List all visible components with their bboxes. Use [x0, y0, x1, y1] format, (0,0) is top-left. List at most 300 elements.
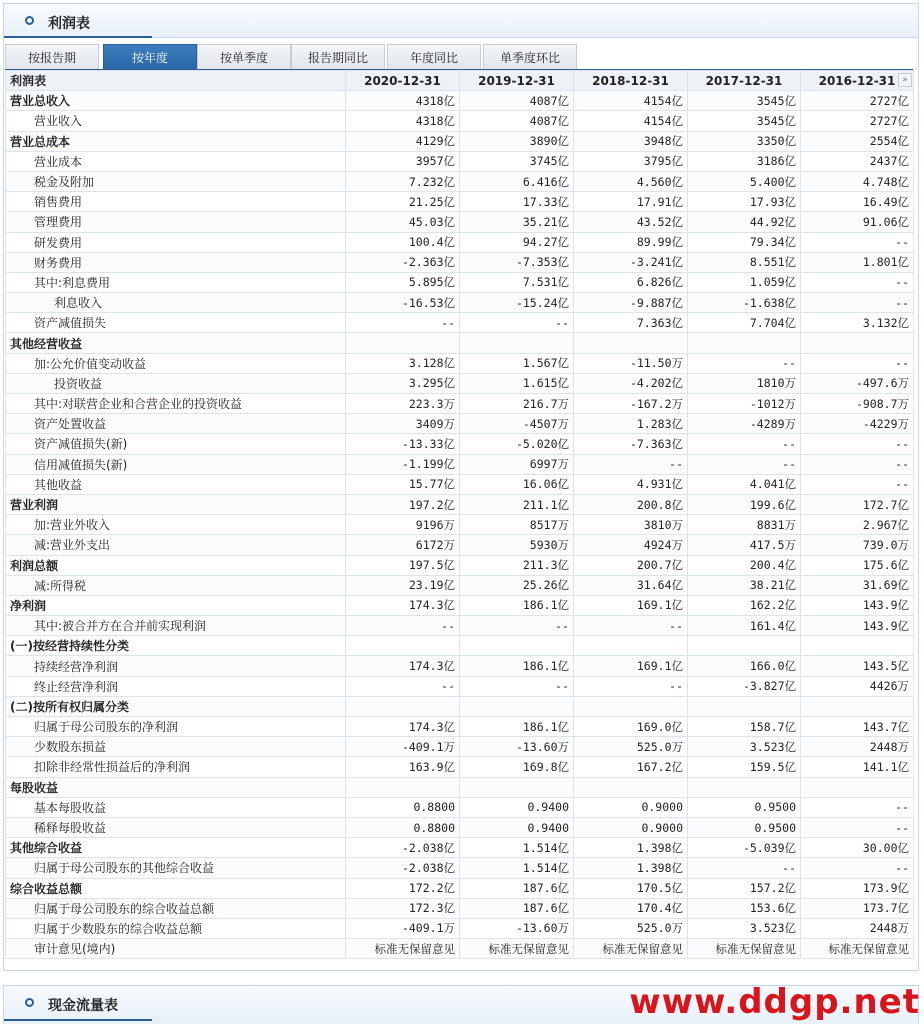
table-row — [6, 293, 914, 313]
table-row — [6, 878, 914, 898]
row-label: (一)按经营持续性分类 — [6, 636, 346, 656]
table-row — [6, 757, 914, 777]
row-value: 3957亿 — [346, 151, 460, 171]
row-value: -9.887亿 — [574, 293, 688, 313]
row-value: 标准无保留意见 — [688, 939, 801, 959]
row-value: 4.560亿 — [574, 171, 688, 191]
row-value: 1810万 — [688, 373, 801, 393]
table-row — [6, 272, 914, 292]
row-label: 归属于母公司股东的综合收益总额 — [6, 898, 346, 918]
row-value: 3.128亿 — [346, 353, 460, 373]
row-value: 79.34亿 — [688, 232, 801, 252]
row-value — [460, 777, 574, 797]
row-value: 6172万 — [346, 535, 460, 555]
table-row — [6, 616, 914, 636]
row-value — [801, 696, 914, 716]
row-value: 0.9000 — [574, 797, 688, 817]
row-value: 16.49亿 — [801, 192, 914, 212]
row-label: 资产减值损失 — [6, 313, 346, 333]
table-row — [6, 434, 914, 454]
row-value: 21.25亿 — [346, 192, 460, 212]
row-value: 200.7亿 — [574, 555, 688, 575]
row-value — [346, 636, 460, 656]
row-label: 其他经营收益 — [6, 333, 346, 353]
tab-annual-yoy[interactable]: 年度同比 — [387, 44, 481, 70]
row-label: 净利润 — [6, 595, 346, 615]
row-value: 525.0万 — [574, 737, 688, 757]
table-row — [6, 797, 914, 817]
row-value: 3795亿 — [574, 151, 688, 171]
row-label: 减:营业外支出 — [6, 535, 346, 555]
row-value — [346, 333, 460, 353]
row-value: 6.826亿 — [574, 272, 688, 292]
row-value — [801, 777, 914, 797]
row-value: 标准无保留意见 — [801, 939, 914, 959]
row-label: 其中:对联营企业和合营企业的投资收益 — [6, 394, 346, 414]
table-row — [6, 192, 914, 212]
row-value: 186.1亿 — [460, 717, 574, 737]
tab-by-quarter[interactable]: 按单季度 — [197, 44, 291, 70]
row-value: 4154亿 — [574, 111, 688, 131]
row-value — [801, 636, 914, 656]
row-label: 营业收入 — [6, 111, 346, 131]
table-row — [6, 676, 914, 696]
row-value: 170.5亿 — [574, 878, 688, 898]
row-value: -- — [688, 434, 801, 454]
row-value: 3186亿 — [688, 151, 801, 171]
row-label: 归属于母公司股东的其他综合收益 — [6, 858, 346, 878]
row-value: 3545亿 — [688, 111, 801, 131]
row-value: 211.1亿 — [460, 494, 574, 514]
row-value: 3890亿 — [460, 131, 574, 151]
row-label: 其他综合收益 — [6, 838, 346, 858]
row-value: 143.5亿 — [801, 656, 914, 676]
row-value: 1.615亿 — [460, 373, 574, 393]
row-value: 186.1亿 — [460, 656, 574, 676]
row-value: 170.4亿 — [574, 898, 688, 918]
row-label: 营业总收入 — [6, 91, 346, 111]
row-value: 2727亿 — [801, 91, 914, 111]
row-value: 25.26亿 — [460, 575, 574, 595]
row-value: -908.7万 — [801, 394, 914, 414]
row-label: 审计意见(境内) — [6, 939, 346, 959]
row-value: -- — [688, 858, 801, 878]
row-value: 172.3亿 — [346, 898, 460, 918]
row-value: -2.038亿 — [346, 858, 460, 878]
row-value: -16.53亿 — [346, 293, 460, 313]
row-value: 1.283亿 — [574, 414, 688, 434]
row-value: 173.7亿 — [801, 898, 914, 918]
row-value: 31.64亿 — [574, 575, 688, 595]
row-value — [688, 636, 801, 656]
row-value: 174.3亿 — [346, 717, 460, 737]
row-value — [460, 636, 574, 656]
row-value: 173.9亿 — [801, 878, 914, 898]
row-value: 0.9500 — [688, 817, 801, 837]
row-value: -4.202亿 — [574, 373, 688, 393]
table-row — [6, 817, 914, 837]
row-value: 6.416亿 — [460, 171, 574, 191]
row-value: 163.9亿 — [346, 757, 460, 777]
tab-by-year[interactable]: 按年度 — [103, 44, 197, 70]
table-row — [6, 777, 914, 797]
row-value — [460, 696, 574, 716]
row-value: 5.895亿 — [346, 272, 460, 292]
row-value: 167.2亿 — [574, 757, 688, 777]
row-value: 标准无保留意见 — [574, 939, 688, 959]
table-header-row — [6, 71, 914, 91]
row-label: 持续经营净利润 — [6, 656, 346, 676]
row-value: 1.801亿 — [801, 252, 914, 272]
row-value: -- — [801, 474, 914, 494]
table-row — [6, 515, 914, 535]
row-value: -11.50万 — [574, 353, 688, 373]
row-value: 169.0亿 — [574, 717, 688, 737]
row-value: 38.21亿 — [688, 575, 801, 595]
table-row — [6, 838, 914, 858]
row-value: 174.3亿 — [346, 656, 460, 676]
row-label: 终止经营净利润 — [6, 676, 346, 696]
row-value — [688, 333, 801, 353]
row-value: 162.2亿 — [688, 595, 801, 615]
table-row — [6, 656, 914, 676]
row-value: 5.400亿 — [688, 171, 801, 191]
row-value: 143.7亿 — [801, 717, 914, 737]
row-label: 减:所得税 — [6, 575, 346, 595]
row-value: 16.06亿 — [460, 474, 574, 494]
row-label: 归属于少数股东的综合收益总额 — [6, 918, 346, 938]
row-value — [688, 696, 801, 716]
table-row — [6, 555, 914, 575]
row-value: 166.0亿 — [688, 656, 801, 676]
row-value: 4318亿 — [346, 111, 460, 131]
row-value: 43.52亿 — [574, 212, 688, 232]
row-value: 3350亿 — [688, 131, 801, 151]
row-value — [460, 333, 574, 353]
row-value: 3745亿 — [460, 151, 574, 171]
row-value: -- — [801, 353, 914, 373]
row-value: -409.1万 — [346, 737, 460, 757]
row-value: 0.9400 — [460, 817, 574, 837]
row-label: 信用减值损失(新) — [6, 454, 346, 474]
row-value: -1.199亿 — [346, 454, 460, 474]
row-value: 8517万 — [460, 515, 574, 535]
row-value: 216.7万 — [460, 394, 574, 414]
row-value: 0.8800 — [346, 817, 460, 837]
row-value: 169.1亿 — [574, 595, 688, 615]
row-value: 17.93亿 — [688, 192, 801, 212]
more-columns-icon[interactable]: » — [898, 73, 912, 87]
row-label: 其他收益 — [6, 474, 346, 494]
table-row — [6, 474, 914, 494]
row-value: -- — [574, 676, 688, 696]
row-value: 187.6亿 — [460, 898, 574, 918]
row-value: 31.69亿 — [801, 575, 914, 595]
row-value: -4229万 — [801, 414, 914, 434]
row-value: 35.21亿 — [460, 212, 574, 232]
table-row — [6, 171, 914, 191]
row-value: 197.2亿 — [346, 494, 460, 514]
row-value: 169.8亿 — [460, 757, 574, 777]
table-row — [6, 939, 914, 959]
circle-icon — [25, 16, 34, 25]
row-value: -15.24亿 — [460, 293, 574, 313]
row-value: 143.9亿 — [801, 616, 914, 636]
row-value: 169.1亿 — [574, 656, 688, 676]
row-value — [801, 333, 914, 353]
row-value: -13.33亿 — [346, 434, 460, 454]
row-value: 4129亿 — [346, 131, 460, 151]
row-label: (二)按所有权归属分类 — [6, 696, 346, 716]
row-value: 89.99亿 — [574, 232, 688, 252]
table-row — [6, 898, 914, 918]
row-value: -5.039亿 — [688, 838, 801, 858]
row-value: 1.398亿 — [574, 838, 688, 858]
row-label: 加:公允价值变动收益 — [6, 353, 346, 373]
header-date: 2020-12-31 — [346, 71, 460, 91]
row-value: 94.27亿 — [460, 232, 574, 252]
row-label: 扣除非经常性损益后的净利润 — [6, 757, 346, 777]
row-value: 44.92亿 — [688, 212, 801, 232]
table-row — [6, 595, 914, 615]
row-value: -2.363亿 — [346, 252, 460, 272]
row-label: 利息收入 — [6, 293, 346, 313]
table-row — [6, 696, 914, 716]
header-label: 利润表 — [6, 71, 346, 91]
row-value: 23.19亿 — [346, 575, 460, 595]
row-value: 525.0万 — [574, 918, 688, 938]
row-value: 45.03亿 — [346, 212, 460, 232]
row-label: 税金及附加 — [6, 171, 346, 191]
tab-by-report-period[interactable]: 按报告期 — [5, 44, 99, 70]
row-label: 资产处置收益 — [6, 414, 346, 434]
row-label: 利润总额 — [6, 555, 346, 575]
row-value: 1.567亿 — [460, 353, 574, 373]
row-value: -1.638亿 — [688, 293, 801, 313]
section-title: 利润表 — [48, 16, 90, 32]
row-value: -- — [688, 353, 801, 373]
table-row — [6, 252, 914, 272]
row-label: 其中:被合并方在合并前实现利润 — [6, 616, 346, 636]
row-value: 5930万 — [460, 535, 574, 555]
row-value: 3.132亿 — [801, 313, 914, 333]
row-value: 4154亿 — [574, 91, 688, 111]
row-value: 187.6亿 — [460, 878, 574, 898]
section-header — [4, 4, 918, 38]
row-label: 综合收益总额 — [6, 878, 346, 898]
row-value: -- — [346, 616, 460, 636]
row-value: 0.8800 — [346, 797, 460, 817]
row-value: 158.7亿 — [688, 717, 801, 737]
header-date: 2016-12-31 — [801, 71, 914, 91]
income-statement-table — [5, 70, 914, 959]
row-value: 143.9亿 — [801, 595, 914, 615]
row-value: 1.059亿 — [688, 272, 801, 292]
row-label: 财务费用 — [6, 252, 346, 272]
row-label: 加:营业外收入 — [6, 515, 346, 535]
row-value: -167.2万 — [574, 394, 688, 414]
row-label: 营业总成本 — [6, 131, 346, 151]
row-value: -13.60万 — [460, 918, 574, 938]
table-row — [6, 918, 914, 938]
header-underline — [4, 1019, 152, 1021]
row-value: 4318亿 — [346, 91, 460, 111]
row-value: 172.2亿 — [346, 878, 460, 898]
row-value: 4.931亿 — [574, 474, 688, 494]
row-value: 141.1亿 — [801, 757, 914, 777]
row-value: 3948亿 — [574, 131, 688, 151]
row-value: 7.704亿 — [688, 313, 801, 333]
row-value: 739.0万 — [801, 535, 914, 555]
row-value — [346, 777, 460, 797]
row-value: -- — [688, 454, 801, 474]
row-value: 1.514亿 — [460, 858, 574, 878]
table-row — [6, 737, 914, 757]
row-value: 417.5万 — [688, 535, 801, 555]
row-value: 7.363亿 — [574, 313, 688, 333]
row-value: 7.232亿 — [346, 171, 460, 191]
row-value — [346, 696, 460, 716]
row-value: -- — [801, 797, 914, 817]
row-value: 200.8亿 — [574, 494, 688, 514]
row-value: -- — [460, 616, 574, 636]
table-row — [6, 858, 914, 878]
row-value: 157.2亿 — [688, 878, 801, 898]
row-value: 91.06亿 — [801, 212, 914, 232]
row-value: 6997万 — [460, 454, 574, 474]
row-value: -13.60万 — [460, 737, 574, 757]
row-value: 4.748亿 — [801, 171, 914, 191]
row-value: -- — [346, 313, 460, 333]
table-row — [6, 414, 914, 434]
table-row — [6, 535, 914, 555]
row-label: 营业成本 — [6, 151, 346, 171]
row-label: 营业利润 — [6, 494, 346, 514]
row-value: -- — [574, 454, 688, 474]
row-value: 172.7亿 — [801, 494, 914, 514]
row-value: 4087亿 — [460, 111, 574, 131]
row-value: 199.6亿 — [688, 494, 801, 514]
row-value: -3.241亿 — [574, 252, 688, 272]
row-value: -- — [460, 313, 574, 333]
row-value: 211.3亿 — [460, 555, 574, 575]
row-value: 标准无保留意见 — [346, 939, 460, 959]
row-value: -- — [801, 858, 914, 878]
row-value: 15.77亿 — [346, 474, 460, 494]
row-value: -3.827亿 — [688, 676, 801, 696]
table-row — [6, 151, 914, 171]
row-value: 标准无保留意见 — [460, 939, 574, 959]
header-date: 2019-12-31 — [460, 71, 574, 91]
row-value: 4426万 — [801, 676, 914, 696]
row-value: 30.00亿 — [801, 838, 914, 858]
row-label: 归属于母公司股东的净利润 — [6, 717, 346, 737]
table-row — [6, 373, 914, 393]
table-row — [6, 91, 914, 111]
row-value: -- — [460, 676, 574, 696]
table-row — [6, 212, 914, 232]
row-label: 基本每股收益 — [6, 797, 346, 817]
row-value: -4289万 — [688, 414, 801, 434]
row-value: 223.3万 — [346, 394, 460, 414]
circle-icon — [25, 998, 34, 1007]
header-date: 2017-12-31 — [688, 71, 801, 91]
row-value: -- — [801, 454, 914, 474]
next-section-title: 现金流量表 — [48, 998, 118, 1014]
row-value: 3545亿 — [688, 91, 801, 111]
row-value: 17.33亿 — [460, 192, 574, 212]
row-value: 9196万 — [346, 515, 460, 535]
row-value: 0.9000 — [574, 817, 688, 837]
row-value: -497.6万 — [801, 373, 914, 393]
row-value: 2448万 — [801, 737, 914, 757]
row-label: 研发费用 — [6, 232, 346, 252]
watermark: www.ddgp.net — [629, 982, 920, 1022]
row-value: 2437亿 — [801, 151, 914, 171]
row-label: 稀释每股收益 — [6, 817, 346, 837]
header-date: 2018-12-31 — [574, 71, 688, 91]
row-value: 100.4亿 — [346, 232, 460, 252]
row-value: 3.295亿 — [346, 373, 460, 393]
row-value: -- — [801, 434, 914, 454]
row-value: 2448万 — [801, 918, 914, 938]
row-value: -- — [801, 293, 914, 313]
table-row — [6, 131, 914, 151]
row-value: 3810万 — [574, 515, 688, 535]
row-value: 3.523亿 — [688, 737, 801, 757]
row-value: 3409万 — [346, 414, 460, 434]
row-value: -- — [346, 676, 460, 696]
row-value: 153.6亿 — [688, 898, 801, 918]
row-value: 1.514亿 — [460, 838, 574, 858]
table-row — [6, 454, 914, 474]
row-value: 2.967亿 — [801, 515, 914, 535]
row-value: 3.523亿 — [688, 918, 801, 938]
tab-quarter-qoq[interactable]: 单季度环比 — [483, 44, 577, 70]
row-value — [574, 777, 688, 797]
row-value: -- — [801, 817, 914, 837]
row-value: -4507万 — [460, 414, 574, 434]
row-value: 8.551亿 — [688, 252, 801, 272]
table-row — [6, 333, 914, 353]
row-label: 资产减值损失(新) — [6, 434, 346, 454]
table-row — [6, 353, 914, 373]
row-value — [574, 696, 688, 716]
row-value: 0.9400 — [460, 797, 574, 817]
header-underline — [4, 36, 152, 38]
row-value: 17.91亿 — [574, 192, 688, 212]
row-value: -409.1万 — [346, 918, 460, 938]
table-row — [6, 575, 914, 595]
row-value: 1.398亿 — [574, 858, 688, 878]
row-value: -2.038亿 — [346, 838, 460, 858]
row-value: -- — [801, 272, 914, 292]
row-value: 186.1亿 — [460, 595, 574, 615]
row-value: -7.363亿 — [574, 434, 688, 454]
row-value: 7.531亿 — [460, 272, 574, 292]
table-row — [6, 232, 914, 252]
row-value: 2727亿 — [801, 111, 914, 131]
table-row — [6, 494, 914, 514]
row-label: 投资收益 — [6, 373, 346, 393]
row-label: 销售费用 — [6, 192, 346, 212]
tab-report-period-yoy[interactable]: 报告期同比 — [291, 44, 385, 70]
table-row — [6, 394, 914, 414]
row-value: -1012万 — [688, 394, 801, 414]
row-value: 0.9500 — [688, 797, 801, 817]
row-value: 197.5亿 — [346, 555, 460, 575]
row-value: 159.5亿 — [688, 757, 801, 777]
